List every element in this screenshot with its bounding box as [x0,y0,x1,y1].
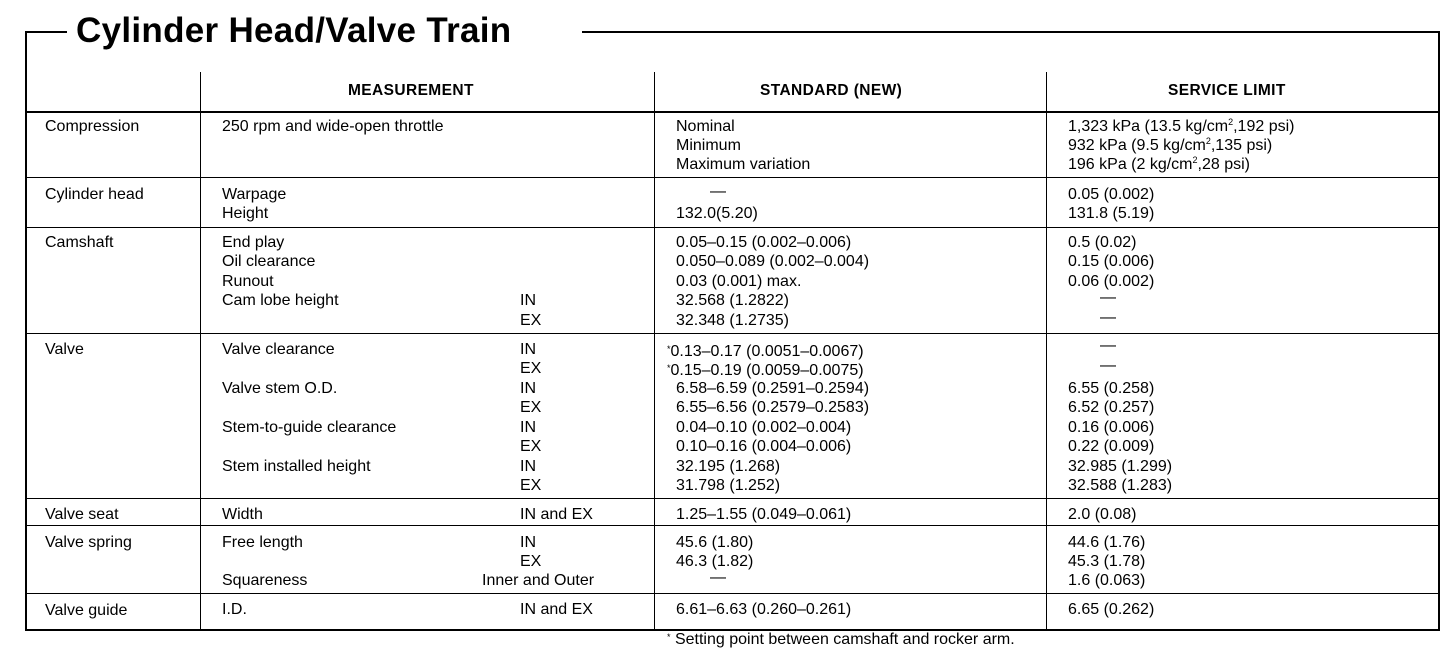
valve-od-ex-lim: 6.52 (0.257) [1068,399,1155,416]
cam-oil-lim: 0.15 (0.006) [1068,253,1155,270]
spring-fl-ex: EX [520,553,542,570]
spring-fl-ex-lim: 45.3 (1.78) [1068,553,1146,570]
valve-od-ex-std: 6.55–6.56 (0.2579–0.2583) [676,399,870,416]
frame-top-right [582,31,1440,33]
header-standard: STANDARD (NEW) [760,82,903,99]
row-label-valve-spring: Valve spring [45,534,132,551]
row-divider [26,498,1439,499]
cam-lobe-ex-lim: — [1100,309,1116,326]
row-label-compression: Compression [45,118,140,135]
col-divider-3 [1046,72,1047,630]
compression-lim-nominal: 1,323 kPa (13.5 $kg/cm^2,192$ psi) [1068,117,1295,135]
guide-in-and-ex: IN and EX [520,601,593,618]
valve-clearance: Valve clearance [222,341,335,358]
seat-width: Width [222,506,263,523]
cyl-warpage-std: — [710,183,726,200]
frame-right [1438,31,1440,631]
spring-squareness: Squareness [222,572,308,589]
frame-top-left [25,31,67,33]
spring-free-length: Free length [222,534,303,551]
cam-oil-clearance: Oil clearance [222,253,316,270]
header-divider [26,111,1439,113]
spring-inner-outer: Inner and Outer [482,572,595,589]
seat-in-and-ex: IN and EX [520,506,593,523]
row-divider [26,525,1439,526]
col-divider-2 [654,72,655,630]
valve-stem-height: Stem installed height [222,458,371,475]
cam-oil-std: 0.050–0.089 (0.002–0.004) [676,253,870,270]
compression-std-maxvar: Maximum variation [676,156,811,173]
spring-fl-in-std: 45.6 (1.80) [676,534,754,551]
valve-sg-ex-std: 0.10–0.16 (0.004–0.006) [676,438,852,455]
cyl-height-lim: 131.8 (5.19) [1068,205,1155,222]
guide-id: I.D. [222,601,247,618]
cam-lobe-in-lim: — [1100,289,1116,306]
cyl-height: Height [222,205,269,222]
page-title: Cylinder Head/Valve Train [76,11,512,50]
cam-end-play: End play [222,234,285,251]
row-label-camshaft: Camshaft [45,234,114,251]
valve-sg-in-std: 0.04–0.10 (0.002–0.004) [676,419,852,436]
valve-sh-in-lim: 32.985 (1.299) [1068,458,1173,475]
col-divider-1 [200,72,201,630]
guide-lim: 6.65 (0.262) [1068,601,1155,618]
valve-clr-ex-std: *0.15–0.19 (0.0059–0.0075) [667,362,864,379]
compression-lim-minimum: 932 kPa (9.5 $kg/cm^2,135$ psi) [1068,136,1273,154]
cam-lobe-ex: EX [520,312,542,329]
cam-runout-std: 0.03 (0.001) max. [676,273,802,290]
valve-sg-ex: EX [520,438,542,455]
spring-fl-ex-std: 46.3 (1.82) [676,553,754,570]
valve-od-in-std: 6.58–6.59 (0.2591–0.2594) [676,380,870,397]
valve-clr-ex-lim: — [1100,357,1116,374]
valve-sh-ex: EX [520,477,542,494]
header-measurement: MEASUREMENT [348,82,474,99]
row-divider [26,177,1439,178]
valve-sg-in-lim: 0.16 (0.006) [1068,419,1155,436]
spring-sq-lim: 1.6 (0.063) [1068,572,1146,589]
valve-sh-ex-lim: 32.588 (1.283) [1068,477,1173,494]
seat-lim: 2.0 (0.08) [1068,506,1137,523]
row-label-cylinder-head: Cylinder head [45,186,144,203]
spring-fl-in: IN [520,534,536,551]
header-service-limit: SERVICE LIMIT [1168,82,1286,99]
valve-sg-ex-lim: 0.22 (0.009) [1068,438,1155,455]
footnote: * Setting point between camshaft and rocker arm. [667,631,1015,648]
valve-clr-in: IN [520,341,536,358]
spring-sq-std: — [710,569,726,586]
cam-runout-lim: 0.06 (0.002) [1068,273,1155,290]
valve-clr-in-std: *0.13–0.17 (0.0051–0.0067) [667,343,864,360]
guide-std: 6.61–6.63 (0.260–0.261) [676,601,852,618]
cam-lobe-height: Cam lobe height [222,292,339,309]
row-divider [26,227,1439,228]
cyl-warpage: Warpage [222,186,287,203]
cyl-warpage-lim: 0.05 (0.002) [1068,186,1155,203]
seat-std: 1.25–1.55 (0.049–0.061) [676,506,852,523]
valve-clr-in-lim: — [1100,337,1116,354]
row-label-valve-guide: Valve guide [45,602,128,619]
row-divider [26,593,1439,594]
cam-lobe-in: IN [520,292,536,309]
row-label-valve-seat: Valve seat [45,506,119,523]
cam-runout: Runout [222,273,274,290]
cyl-height-std: 132.0(5.20) [676,205,758,222]
cam-lobe-ex-std: 32.348 (1.2735) [676,312,789,329]
compression-lim-maxvar: 196 kPa (2 $kg/cm^2,28$ psi) [1068,155,1250,173]
cam-end-play-lim: 0.5 (0.02) [1068,234,1137,251]
valve-od-ex: EX [520,399,542,416]
cam-lobe-in-std: 32.568 (1.2822) [676,292,789,309]
valve-od-in-lim: 6.55 (0.258) [1068,380,1155,397]
valve-stem-od: Valve stem O.D. [222,380,338,397]
frame-left [25,31,27,631]
compression-measurement: 250 rpm and wide-open throttle [222,118,444,135]
row-divider [26,333,1439,334]
compression-std-nominal: Nominal [676,118,735,135]
valve-sg-in: IN [520,419,536,436]
compression-std-minimum: Minimum [676,137,741,154]
valve-sh-in: IN [520,458,536,475]
valve-clr-ex: EX [520,360,542,377]
row-label-valve: Valve [45,341,84,358]
valve-sh-in-std: 32.195 (1.268) [676,458,781,475]
valve-stem-guide: Stem-to-guide clearance [222,419,397,436]
spring-fl-in-lim: 44.6 (1.76) [1068,534,1146,551]
valve-sh-ex-std: 31.798 (1.252) [676,477,781,494]
cam-end-play-std: 0.05–0.15 (0.002–0.006) [676,234,852,251]
valve-od-in: IN [520,380,536,397]
